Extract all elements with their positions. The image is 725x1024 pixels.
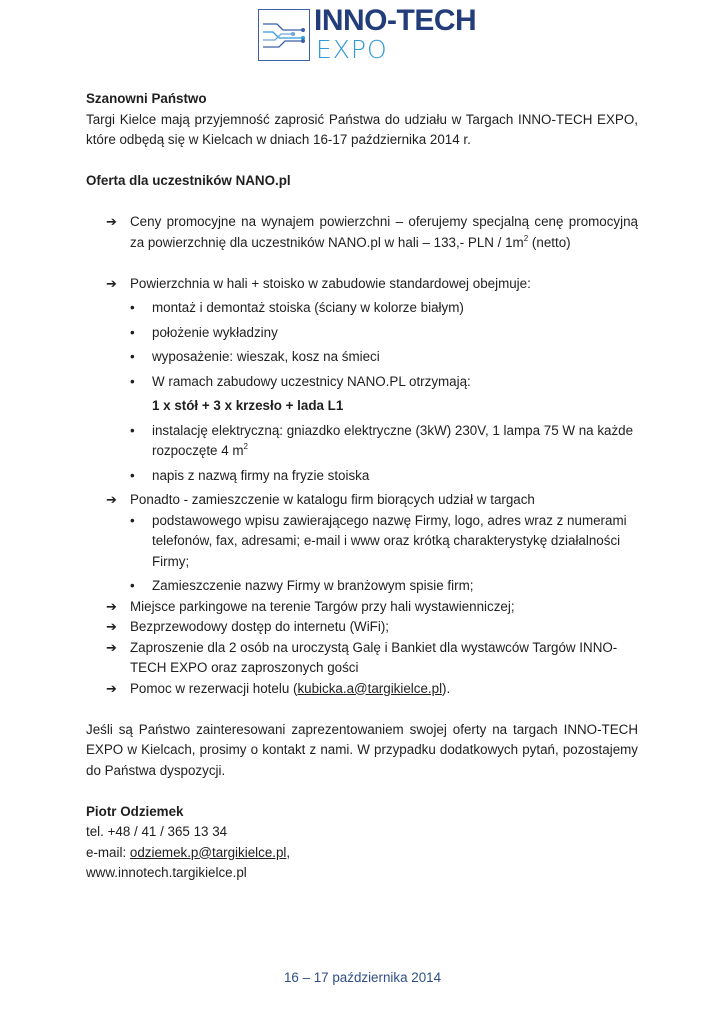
bullet-icon: •: [130, 467, 135, 483]
bullet-icon: •: [130, 373, 135, 389]
circuit-logo-icon: [258, 9, 310, 61]
bullet-icon: •: [130, 349, 135, 364]
list-item: • Zamieszczenie nazwy Firmy w branżowym spisie firm;: [86, 576, 638, 597]
bullet-icon: •: [130, 512, 135, 528]
offer-item-catalog: ➔ Ponadto - zamieszczenie w katalogu firm biorących udział w targach: [86, 490, 638, 511]
signature-email: e-mail: odziemek.p@targikielce.pl,: [86, 844, 291, 860]
bullet-icon: •: [130, 324, 135, 340]
arrow-icon: ➔: [106, 598, 117, 614]
bullet-icon: •: [130, 422, 135, 438]
logo-text-sub: EXPO: [316, 35, 388, 64]
catalog-list: [86, 511, 638, 597]
furniture-line: 1 x stół + 3 x krzesło + lada L1: [152, 398, 344, 413]
arrow-icon: ➔: [106, 639, 117, 655]
list-item: • montaż i demontaż stoiska (ściany w kolorze białym): [86, 298, 638, 319]
offer-title: Oferta dla uczestników NANO.pl: [86, 173, 291, 188]
list-item: • napis z nazwą firmy na fryzie stoiska: [86, 466, 638, 487]
offer-item-prices: ➔ Ceny promocyjne na wynajem powierzchni – oferujemy specjalną cenę promocyjną za powierzchnię dla uczestników NANO.pl w hali – 133,- PLN / $1m^2$ (netto): [106, 214, 638, 250]
logo: [258, 4, 477, 64]
letter-body: [86, 89, 638, 884]
list-item: • W ramach zabudowy uczestnicy NANO.PL otrzymają:: [86, 372, 638, 393]
signature-name: Piotr Odziemek: [86, 803, 184, 819]
contact-email-link[interactable]: odziemek.p@targikielce.pl: [129, 844, 287, 860]
greeting: Szanowni Państwo: [86, 91, 207, 106]
list-item: • położenie wykładziny: [86, 323, 638, 344]
closing-paragraph: Jeśli są Państwo zainteresowani zaprezentowaniem swojej oferty na targach INNO-TECH EXPO w Kielcach, prosimy o kontakt z nami. W przypadku dodatkowych pytań, pozostajemy do Państwa dyspozycji.: [86, 721, 638, 778]
list-item: • wyposażenie: wieszak, kosz na śmieci: [86, 347, 638, 368]
area-list: [86, 298, 638, 392]
signature-phone: tel. +48 / 41 / 365 13 34: [86, 824, 228, 839]
signature-website[interactable]: www.innotech.targikielce.pl: [86, 865, 247, 880]
footer-dates: 16 – 17 października 2014: [283, 970, 442, 985]
list-item: • instalację elektryczną: gniazdko elektryczne (3kW) 230V, 1 lampa 75 W na każde rozpoczęte 4 $m^2$: [130, 422, 634, 458]
arrow-icon: ➔: [106, 214, 117, 229]
offer-item-gala: ➔ Zaproszenie dla 2 osób na uroczystą Galę i Bankiet dla wystawców Targów INNO-TECH EXPO oraz zaproszonych gości: [106, 639, 618, 675]
hotel-email-link[interactable]: kubicka.a@targikielce.pl: [297, 680, 443, 696]
arrow-icon: ➔: [106, 492, 117, 507]
bullet-icon: •: [130, 578, 135, 593]
offer-item-hotel: ➔ Pomoc w rezerwacji hotelu (kubicka.a@targikielce.pl).: [86, 679, 638, 700]
offer-item-wifi: ➔ Bezprzewodowy dostęp do internetu (WiFi);: [86, 617, 638, 638]
arrow-icon: ➔: [106, 619, 117, 634]
list-item: • podstawowego wpisu zawierającego nazwę Firmy, logo, adres wraz z numerami telefonów, fax, adresami; e-mail i www oraz krótką charakterystykę działalności Firmy;: [130, 512, 627, 569]
logo-text-main: INNO-TECH: [314, 4, 477, 37]
intro-paragraph: Targi Kielce mają przyjemność zaprosić Państwa do udziału w Targach INNO-TECH EXPO, które odbędą się w Kielcach w dniach 16-17 października 2014 r.: [86, 111, 638, 147]
bullet-icon: •: [130, 300, 135, 315]
offer-item-parking: ➔ Miejsce parkingowe na terenie Targów przy hali wystawienniczej;: [86, 597, 638, 618]
arrow-icon: ➔: [106, 275, 117, 291]
offer-item-area: ➔ Powierzchnia w hali + stoisko w zabudowie standardowej obejmuje:: [86, 274, 638, 295]
arrow-icon: ➔: [106, 680, 117, 696]
